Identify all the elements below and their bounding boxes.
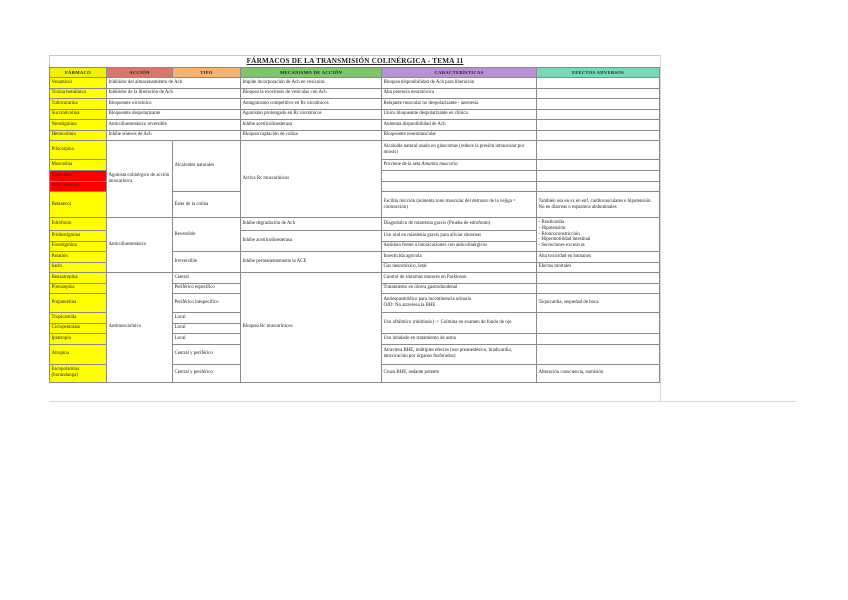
efectos-cell[interactable]: - Bradicardia - Hipotensión - Broncoconstricción - Hipermotilidad intestinal - Secreciones excesivas — [537, 218, 660, 252]
efectos-cell[interactable]: Alteración consciencia, sumisión — [537, 364, 660, 382]
drug-cell[interactable]: Atropina — [50, 344, 107, 364]
caracteristicas-cell[interactable]: Facilita micción (aumenta tono muscular del detrusor de la vejiga = contracción) — [382, 192, 537, 218]
caracteristicas-cell[interactable]: Antídoto frente a intoxicaciones con anticolinérgicos — [382, 241, 537, 252]
tipo-cell[interactable]: Periférico inespecífico — [173, 294, 241, 313]
drug-cell[interactable]: Hemicolinio — [50, 130, 107, 141]
drug-cell[interactable]: Betanecol — [50, 192, 107, 218]
drug-cell[interactable]: Benzatropina — [50, 273, 107, 284]
caracteristicas-cell[interactable]: Uso oftálmico (midriasis) -> Culmina en examen de fondo de ojo — [382, 313, 537, 334]
efectos-cell[interactable] — [537, 120, 660, 131]
caracteristicas-cell[interactable]: Tratamiento en úlcera gastroduodenal — [382, 283, 537, 294]
table-row — [50, 273, 660, 284]
efectos-cell[interactable] — [537, 99, 660, 110]
tipo-cell[interactable]: Central — [173, 273, 241, 284]
efectos-cell[interactable] — [537, 181, 660, 192]
efectos-cell[interactable]: Taquicardia, sequedad de boca — [537, 294, 660, 313]
accion-cell[interactable]: Bloqueante nicotínico — [107, 99, 241, 110]
table-row — [50, 120, 660, 131]
tipo-cell[interactable]: Central y periférico — [173, 364, 241, 382]
drug-cell[interactable]: Ciclopentolato — [50, 323, 107, 334]
mecanismo-cell[interactable]: Antagonismo competitivo en Rc nicotínicos — [241, 99, 382, 110]
efectos-cell[interactable] — [537, 344, 660, 364]
header-caracteristicas[interactable]: CARACTERÍSTICAS — [382, 68, 537, 78]
header-efectos[interactable]: EFECTOS ADVERSOS — [537, 68, 660, 78]
efectos-cell[interactable] — [537, 160, 660, 171]
mecanismo-cell[interactable]: Bloquea la exocitosis de vesículas con Ach — [241, 88, 382, 99]
caracteristicas-cell[interactable]: Antiespasmódico para incontinencia urinaria OJO: No atraviesa la BHE — [382, 294, 537, 313]
drug-cell[interactable]: Propantelina — [50, 294, 107, 313]
header-row — [50, 68, 660, 78]
spreadsheet-sheet — [49, 55, 659, 383]
drug-cell[interactable]: Paratión — [50, 252, 107, 263]
drug-cell[interactable]: Ipratropio — [50, 334, 107, 345]
mecanismo-cell[interactable]: Bloquea captación de colina — [241, 130, 382, 141]
efectos-cell[interactable]: También usa en sx en enf. cardiovasculares e hipotensión. No en diarreas o espasmos abdominales — [537, 192, 660, 218]
header-mecanismo[interactable]: MECANISMO DE ACCIÓN — [241, 68, 382, 78]
caracteristicas-cell[interactable]: Único bloqueante despolarizante en clínica — [382, 109, 537, 120]
drug-cell[interactable]: Muscarina — [50, 160, 107, 171]
drug-cell[interactable]: Pirenzepina — [50, 283, 107, 294]
drug-cell[interactable]: Edrofonio — [50, 218, 107, 231]
efectos-cell[interactable]: Alta toxicidad en humanos — [537, 252, 660, 263]
accion-cell[interactable]: Anticolinesterásico — [107, 218, 173, 273]
accion-cell[interactable]: Inhibidor del almacenamiento de Ach — [107, 78, 241, 89]
mecanismo-cell[interactable]: Inhibe acetilcolinesterasa — [241, 120, 382, 131]
efectos-cell[interactable] — [537, 171, 660, 182]
mecanismo-cell[interactable]: Inhibe permanentemente la ACE — [241, 252, 382, 273]
tipo-cell[interactable]: Local — [173, 334, 241, 345]
tipo-cell[interactable]: Periférico específico — [173, 283, 241, 294]
caracteristicas-cell[interactable]: Gas neurotóxico, letal — [382, 262, 537, 273]
caracteristicas-cell[interactable]: Bloquea disponibilidad de Ach para liberación — [382, 78, 537, 89]
accion-cell[interactable]: Antimuscarínico — [107, 273, 173, 383]
tipo-cell[interactable]: Local — [173, 313, 241, 324]
accion-cell[interactable]: Agonista colinérgico de acción muscarínica — [107, 141, 173, 218]
efectos-cell[interactable]: Efectos mortales — [537, 262, 660, 273]
tipo-cell[interactable]: Irreversible — [173, 252, 241, 273]
sheet-bottom-divider — [49, 401, 796, 402]
drug-cell[interactable]: Pilocarpina — [50, 141, 107, 160]
efectos-cell[interactable] — [537, 273, 660, 284]
mecanismo-cell[interactable]: Activa Rc muscarínicos — [241, 141, 382, 218]
caracteristicas-cell[interactable] — [382, 160, 537, 171]
efectos-cell[interactable] — [537, 141, 660, 160]
efectos-cell[interactable] — [537, 313, 660, 334]
title-row — [49, 55, 661, 67]
drug-table — [49, 67, 660, 383]
efectos-cell[interactable] — [537, 334, 660, 345]
drug-cell[interactable]: Oxotremorina — [50, 181, 107, 192]
efectos-cell[interactable] — [537, 78, 660, 89]
caracteristicas-cell[interactable]: Uso inhalado en tratamiento de asma — [382, 334, 537, 345]
caracteristicas-cell[interactable]: Alcaloide natural usado en glaucomas (reduce la presión intraocular por miosis) — [382, 141, 537, 160]
mecanismo-cell[interactable]: Impide incorporación de Ach en vesículas — [241, 78, 382, 89]
header-farmaco[interactable]: FÁRMACO — [50, 68, 107, 78]
tipo-cell[interactable]: Reversible — [173, 218, 241, 252]
table-row — [50, 218, 660, 231]
drug-cell[interactable]: Piridostigmina — [50, 231, 107, 242]
table-row — [50, 109, 660, 120]
drug-cell[interactable]: Vesamicol — [50, 78, 107, 89]
drug-cell[interactable]: Sarín — [50, 262, 107, 273]
caracteristicas-cell[interactable]: Bloqueante neuromuscular — [382, 130, 537, 141]
caracteristicas-cell[interactable]: Alta potencia neurotóxica — [382, 88, 537, 99]
accion-cell[interactable]: Inhibe síntesis de Ach — [107, 130, 241, 141]
caracteristicas-cell[interactable]: Diagnóstico de miastenia gravis (Prueba de edrofonio) — [382, 218, 537, 231]
tipo-cell[interactable]: Éster de la colina — [173, 192, 241, 218]
efectos-cell[interactable] — [537, 88, 660, 99]
drug-cell[interactable]: Neostigmina — [50, 120, 107, 131]
mecanismo-cell[interactable]: Inhibe degradación de Ach — [241, 218, 382, 231]
drug-cell[interactable]: Tropicamida — [50, 313, 107, 324]
table-row — [50, 99, 660, 110]
table-row — [50, 88, 660, 99]
page-title: FÁRMACOS DE LA TRANSMISIÓN COLINÉRGICA - TEMA 11 — [246, 57, 464, 65]
table-row — [50, 141, 660, 160]
table-row — [50, 78, 660, 89]
caracteristicas-cell[interactable]: Insecticida agrícola — [382, 252, 537, 263]
efectos-cell[interactable] — [537, 130, 660, 141]
drug-cell[interactable]: Toxina botulínica — [50, 88, 107, 99]
table-row — [50, 130, 660, 141]
drug-cell[interactable]: Fisostigmina — [50, 241, 107, 252]
caracteristicas-cell[interactable]: Cruza BHE, sedante potente — [382, 364, 537, 382]
drug-cell[interactable]: Tubocurarina — [50, 99, 107, 110]
mecanismo-cell[interactable]: Bloquea Rc muscarínicos — [241, 273, 382, 383]
spare-column — [660, 55, 797, 401]
caracteristicas-cell[interactable]: Aumenta disponibilidad de Ach — [382, 120, 537, 131]
efectos-cell[interactable] — [537, 283, 660, 294]
mecanismo-cell[interactable]: Inhibe acetilcolinesterasa — [241, 231, 382, 252]
caracteristicas-cell[interactable]: Relajante muscular no despolarizante - anestesia — [382, 99, 537, 110]
species-name: Amanita muscaria — [421, 162, 458, 168]
accion-cell[interactable]: Inhibidor de la liberación de Ach — [107, 88, 241, 99]
header-accion[interactable]: ACCIÓN — [107, 68, 173, 78]
caracteristicas-cell[interactable]: Atraviesa BHE, múltiples efectos (uso preanestésico, bradicardia, intoxicación por órganos fosforados) — [382, 344, 537, 364]
caracteristicas-cell[interactable] — [382, 171, 537, 182]
accion-cell[interactable]: Anticolinesterásico reversible — [107, 120, 241, 131]
mecanismo-cell[interactable]: Agonismo prolongado en Rc nicotínicos — [241, 109, 382, 120]
accion-cell[interactable]: Bloqueante despolarizante — [107, 109, 241, 120]
caracteristicas-cell[interactable]: Uso oral en miastenia gravis para aliviar síntomas — [382, 231, 537, 242]
drug-cell[interactable]: Succinilcolina — [50, 109, 107, 120]
header-tipo[interactable]: TIPO — [173, 68, 241, 78]
tipo-cell[interactable]: Local — [173, 323, 241, 334]
drug-cell[interactable]: Escopolamina (burundanga) — [50, 364, 107, 382]
tipo-cell[interactable]: Alcaloides naturales — [173, 141, 241, 192]
drug-cell[interactable]: Arecolina — [50, 171, 107, 182]
caracteristicas-cell[interactable]: Control de síntomas motores en Parkinson — [382, 273, 537, 284]
caracteristicas-cell[interactable] — [382, 181, 537, 192]
efectos-cell[interactable] — [537, 109, 660, 120]
tipo-cell[interactable]: Central y periférico — [173, 344, 241, 364]
caracteristicas-text: Proviene de la seta — [383, 162, 422, 168]
